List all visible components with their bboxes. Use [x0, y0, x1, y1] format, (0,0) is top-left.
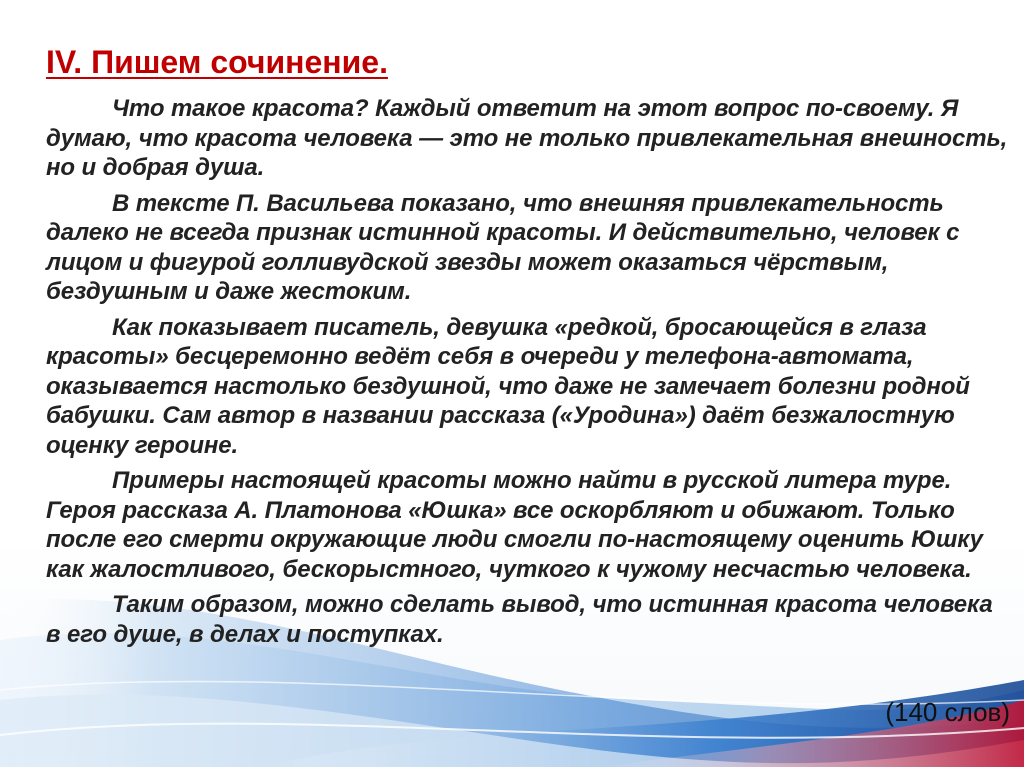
essay-paragraph-2: В тексте П. Васильева показано, что внешняя привлекательность далеко не всегда признак истинной красоты. И действительно, человек с лицом и фигурой голливудской звезды может оказаться чёрствым, бездушным и даже жестоким. — [46, 189, 960, 305]
essay-paragraph-4: Примеры настоящей красоты можно найти в русской литера туре. Героя рассказа А. Платонова «Юшка» все оскорбляют и обижают. Только после его смерти окружающие люди смогли по-настоящему оценить Юшку как жалостливого, бескорыстного, чуткого к чужому несчастью человека. — [46, 467, 983, 583]
slide-content — [46, 40, 1011, 655]
word-count: (140 слов) — [885, 697, 1010, 727]
essay-paragraph-3: Как показывает писатель, девушка «редкой, бросающейся в глаза красоты» бесцеремонно ведёт себя в очереди у телефона-автомата, оказывается настолько бездушной, что даже не замечает болезни родной бабушки. Сам автор в названии рассказа («Уродина») даёт безжалостную оценку героине. — [46, 313, 970, 459]
slide-title: IV. Пишем сочинение. — [46, 44, 388, 80]
essay-paragraph-1: Что такое красота? Каждый ответит на этот вопрос по-своему. Я думаю, что красота человека — это не только привлекательная внешность, но и добрая душа. — [46, 95, 1008, 181]
essay-paragraph-5: Таким образом, можно сделать вывод, что истинная красота человека в его душе, в делах и поступках. — [46, 591, 993, 648]
